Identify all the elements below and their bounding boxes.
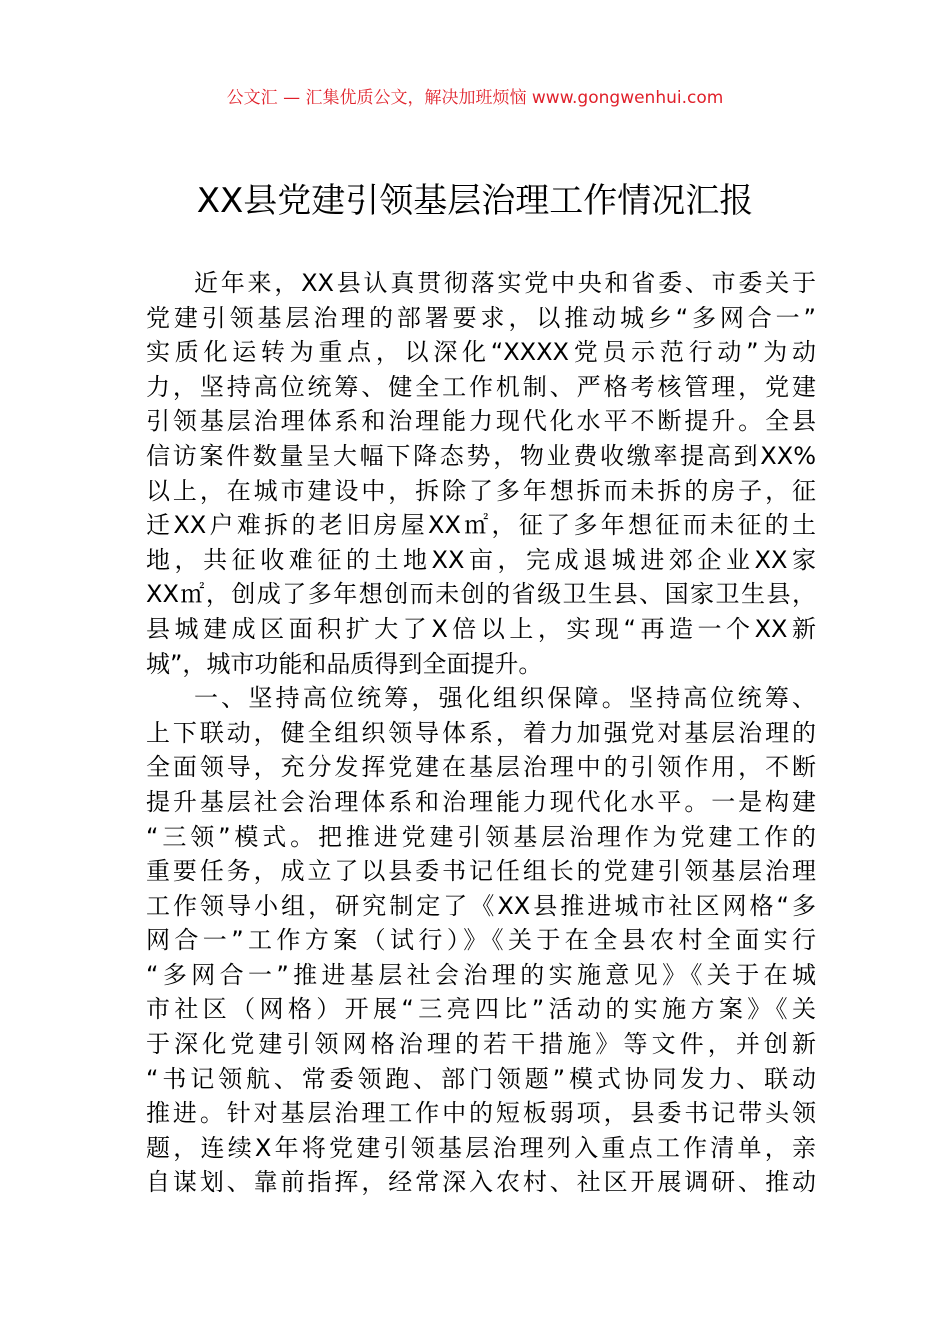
text-line: “书记领航、常委领跑、部门领题”模式协同发力、联动 bbox=[146, 1064, 816, 1093]
text-line: 一、坚持高位统筹，强化组织保障。坚持高位统筹、 bbox=[194, 684, 816, 713]
text-line: 工作领导小组，研究制定了《XX县推进城市社区网格“多 bbox=[146, 891, 816, 920]
text-line: “多网合一”推进基层社会治理的实施意见》《关于在城 bbox=[146, 960, 816, 989]
text-line: 推进。针对基层治理工作中的短板弱项，县委书记带头领 bbox=[146, 1099, 816, 1128]
text-line: 自谋划、靠前指挥，经常深入农村、社区开展调研、推动 bbox=[146, 1168, 816, 1197]
text-line: 提升基层社会治理体系和治理能力现代化水平。一是构建 bbox=[146, 787, 816, 816]
text-line: 近年来，XX县认真贯彻落实党中央和省委、市委关于 bbox=[194, 269, 816, 297]
document-body bbox=[146, 266, 816, 1200]
text-line: 地，共征收难征的土地XX亩，完成退城进郊企业XX家 bbox=[146, 545, 816, 574]
text-line: 全面领导，充分发挥党建在基层治理中的引领作用，不断 bbox=[146, 753, 816, 782]
text-line: 重要任务，成立了以县委书记任组长的党建引领基层治理 bbox=[146, 857, 816, 886]
text-line: 于深化党建引领网格治理的若干措施》等文件，并创新 bbox=[146, 1030, 816, 1059]
text-line: 党建引领基层治理的部署要求，以推动城乡“多网合一” bbox=[146, 303, 816, 332]
text-line: 上下联动，健全组织领导体系，着力加强党对基层治理的 bbox=[146, 718, 816, 747]
header-banner: 公文汇 — 汇集优质公文，解决加班烦恼 www.gongwenhui.com bbox=[226, 88, 724, 108]
text-line: 力，坚持高位统筹、健全工作机制、严格考核管理，党建 bbox=[146, 372, 816, 401]
text-line: 引领基层治理体系和治理能力现代化水平不断提升。全县 bbox=[146, 407, 816, 436]
document-title: XX县党建引领基层治理工作情况汇报 bbox=[196, 181, 754, 221]
paragraph-intro bbox=[146, 266, 816, 681]
paragraph-section-one bbox=[146, 681, 816, 1200]
text-line: 县城建成区面积扩大了X倍以上，实现“再造一个XX新 bbox=[146, 614, 816, 643]
text-line: “三领”模式。把推进党建引领基层治理作为党建工作的 bbox=[146, 822, 816, 851]
text-line: 以上，在城市建设中，拆除了多年想拆而未拆的房子，征 bbox=[146, 476, 816, 505]
text-line: 城”，城市功能和品质得到全面提升。 bbox=[146, 649, 543, 678]
text-line: 市社区（网格）开展“三亮四比”活动的实施方案》《关 bbox=[146, 995, 816, 1024]
text-line: 迁XX户难拆的老旧房屋XX㎡，征了多年想征而未征的土 bbox=[146, 511, 816, 540]
text-line: 实质化运转为重点，以深化“XXXX党员示范行动”为动 bbox=[146, 338, 816, 367]
text-line: 网合一”工作方案（试行）》《关于在全县农村全面实行 bbox=[146, 926, 816, 955]
text-line: XX㎡，创成了多年想创而未创的省级卫生县、国家卫生县， bbox=[146, 580, 816, 609]
text-line: 信访案件数量呈大幅下降态势，物业费收缴率提高到XX% bbox=[146, 441, 816, 470]
text-line: 题，连续X年将党建引领基层治理列入重点工作清单，亲 bbox=[146, 1133, 816, 1162]
